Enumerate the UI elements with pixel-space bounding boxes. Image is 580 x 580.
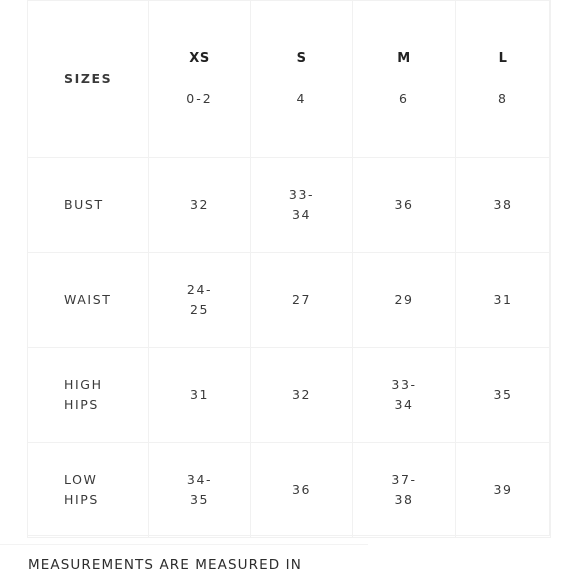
table-cell: 36 [394,197,414,212]
table-cell: 27 [291,292,312,307]
table-cell: 35 [493,387,513,402]
size-range: 8 [498,91,508,106]
size-range: 6 [399,91,409,106]
table-cell: 34- 35 [186,472,213,507]
table-cell: 32 [291,387,312,402]
size-range: 4 [296,91,307,106]
size-column-m [353,1,456,158]
header-row [28,1,551,158]
row-label-low-hips: LOW HIPS [64,472,99,507]
table-row-high-hips [28,348,551,443]
sizes-label: SIZES [28,1,149,158]
size-column-l [456,1,551,158]
table-row-low-hips [28,443,551,538]
table-cell: 39 [493,482,513,497]
measurement-footnote: MEASUREMENTS ARE MEASURED IN [28,557,302,573]
table-cell: 24- 25 [186,282,213,317]
divider [0,544,368,545]
row-label-waist: WAIST [64,292,112,307]
table-row-waist [28,253,551,348]
table-row-bust [28,158,551,253]
size-name: M [397,51,411,66]
table-cell: 33- 34 [391,377,417,412]
table-cell: 31 [493,292,513,307]
table-cell: 36 [291,482,312,497]
size-chart-table [27,0,551,538]
size-name: S [296,51,307,66]
size-column-xs [149,1,251,158]
table-cell: 33- 34 [288,187,315,222]
table-cell: 38 [493,197,513,212]
row-label-bust: BUST [64,197,104,212]
row-label-high-hips: HIGH HIPS [64,377,103,412]
table-cell: 37- 38 [391,472,417,507]
table-cell: 32 [189,197,210,212]
size-range: 0-2 [186,91,213,106]
size-name: L [498,51,508,66]
table-cell: 29 [394,292,414,307]
size-column-s [251,1,353,158]
size-name: XS [189,51,210,66]
table-cell: 31 [189,387,210,402]
